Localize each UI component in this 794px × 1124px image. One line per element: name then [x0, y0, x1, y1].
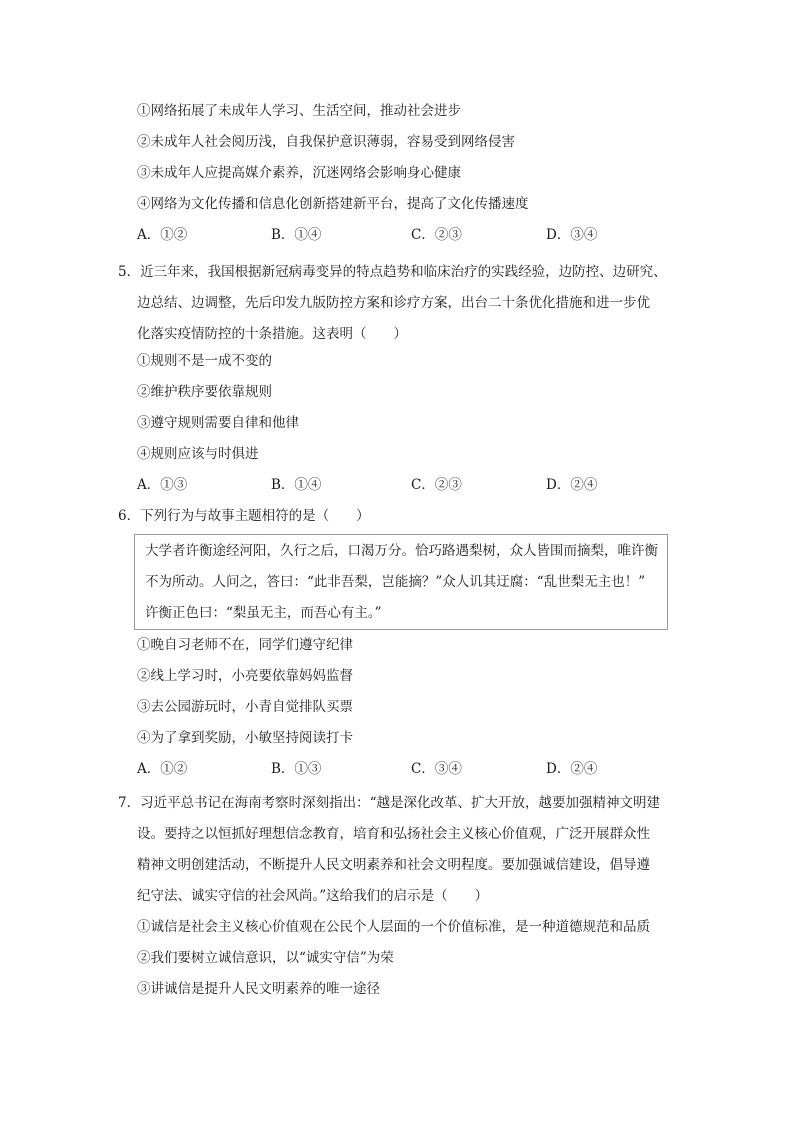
q6-story-line: 不为所动。人问之，答曰：“此非吾梨，岂能摘？”众人讥其迂腐：“乱世梨无主也！”: [145, 574, 646, 590]
q6-story-line: 许衡正色曰：“梨虽无主，而吾心有主。”: [145, 605, 382, 621]
q4-option-a: A．①②: [137, 227, 188, 243]
q4-statement: ①网络拓展了未成年人学习、生活空间，推动社会进步: [137, 103, 461, 119]
q4-statement: ②未成年人社会阅历浅，自我保护意识薄弱，容易受到网络侵害: [137, 134, 515, 150]
q6-option-c: C．③④: [411, 761, 462, 777]
q7-stem: 设。要持之以恒抓好理想信念教育，培育和弘扬社会主义核心价值观，广泛开展群众性: [137, 826, 650, 842]
q6-option-b: B．①③: [271, 761, 322, 777]
q7-statement: ②我们要树立诚信意识，以“诚实守信”为荣: [137, 950, 394, 966]
q7-stem: 纪守法、诚实守信的社会风尚。”这给我们的启示是（ ）: [137, 888, 489, 904]
q6-option-d: D．②④: [546, 761, 598, 777]
q5-stem: 边总结、边调整，先后印发九版防控方案和诊疗方案，出台二十条优化措施和进一步优: [137, 295, 650, 311]
q5-statement: ④规则应该与时俱进: [137, 446, 259, 462]
q6-story-box: [134, 534, 668, 630]
q6-option-a: A．①②: [137, 761, 188, 777]
q6-statement: ④为了拿到奖励，小敏坚持阅读打卡: [137, 730, 353, 746]
q6-statement: ①晚自习老师不在，同学们遵守纪律: [137, 637, 353, 653]
q7-statement: ①诚信是社会主义核心价值观在公民个人层面的一个价值标准，是一种道德规范和品质: [137, 919, 650, 935]
q4-statement: ④网络为文化传播和信息化创新搭建新平台，提高了文化传播速度: [137, 196, 529, 212]
q6-story-line: 大学者许衡途经河阳，久行之后，口渴万分。恰巧路遇梨树，众人皆围而摘梨，唯许衡: [145, 543, 658, 559]
q5-statement: ②维护秩序要依靠规则: [137, 384, 272, 400]
q5-statement: ①规则不是一成不变的: [137, 353, 272, 369]
q5-option-c: C．②③: [411, 477, 462, 493]
q5-option-a: A．①③: [137, 477, 188, 493]
q5-stem: 5．近三年来，我国根据新冠病毒变异的特点趋势和临床治疗的实践经验，边防控、边研究、: [118, 264, 667, 280]
q5-stem: 化落实疫情防控的十条措施。这表明（ ）: [137, 326, 407, 342]
q6-statement: ②线上学习时，小亮要依靠妈妈监督: [137, 668, 353, 684]
q5-statement: ③遵守规则需要自律和他律: [137, 415, 299, 431]
q5-option-b: B．①④: [271, 477, 322, 493]
q7-stem: 精神文明创建活动，不断提升人民文明素养和社会文明程度。要加强诚信建设，倡导遵: [137, 857, 650, 873]
q4-option-d: D．③④: [546, 227, 598, 243]
q6-statement: ③去公园游玩时，小青自觉排队买票: [137, 699, 353, 715]
q6-stem: 6．下列行为与故事主题相符的是（ ）: [118, 508, 370, 524]
q4-option-b: B．①④: [271, 227, 322, 243]
q7-stem: 7．习近平总书记在海南考察时深刻指出：“越是深化改革、扩大开放，越要加强精神文明建: [118, 795, 660, 811]
q4-option-c: C．②③: [411, 227, 462, 243]
q7-statement: ③讲诚信是提升人民文明素养的唯一途径: [137, 981, 380, 997]
q4-statement: ③未成年人应提高媒介素养，沉迷网络会影响身心健康: [137, 165, 461, 181]
q5-option-d: D．②④: [546, 477, 598, 493]
